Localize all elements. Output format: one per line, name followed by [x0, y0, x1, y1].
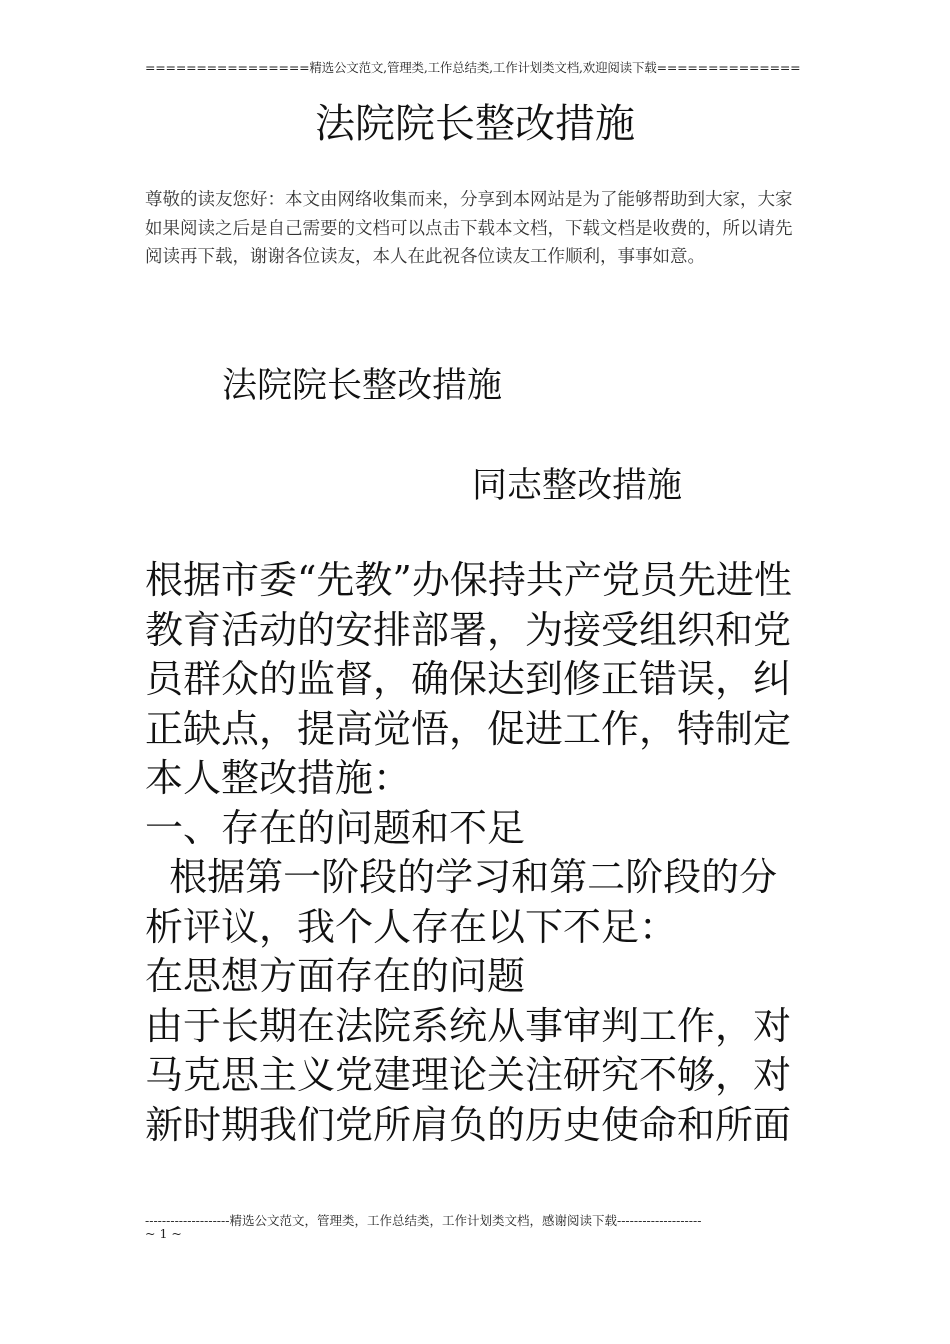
body-paragraph-intro: 根据市委“先教”办保持共产党员先进性教育活动的安排部署，为接受组织和党员群众的监督，确保达到修正错误，纠正缺点，提高觉悟，促进工作，特制定本人整改措施：: [145, 558, 792, 800]
footer-banner: --------------------精选公文范文，管理类，工作总结类，工作计划类文档，感谢阅读下载--------------------: [145, 1213, 702, 1228]
page-title: 法院院长整改措施: [315, 101, 635, 147]
reader-notice: 尊敬的读友您好：本文由网络收集而来，分享到本网站是为了能够帮助到大家，大家如果阅读之后是自己需要的文档可以点击下载本文档，下载文档是收费的，所以请先阅读再下载，谢谢各位读友，本人在此祝各位读友工作顺利，事事如意。: [145, 190, 793, 267]
header-banner: ================精选公文范文,管理类,工作总结类,工作计划类文档,欢迎阅读下载==============: [145, 60, 801, 75]
section-heading-problems: 一、存在的问题和不足: [145, 805, 526, 850]
document-subtitle: 法院院长整改措施: [222, 366, 503, 406]
body-text: [145, 556, 805, 1150]
page-number: ~ 1 ~: [145, 1226, 182, 1241]
subheading-ideology: 在思想方面存在的问题: [145, 954, 526, 998]
body-paragraph-analysis: 根据第一阶段的学习和第二阶段的分析评议，我个人存在以下不足：: [145, 855, 778, 949]
body-paragraph-ideology: 由于长期在法院系统从事审判工作，对马克思主义党建理论关注研究不够，对新时期我们党所肩负的历史使命和所面: [145, 1003, 792, 1147]
author-line: 同志整改措施: [472, 466, 683, 506]
